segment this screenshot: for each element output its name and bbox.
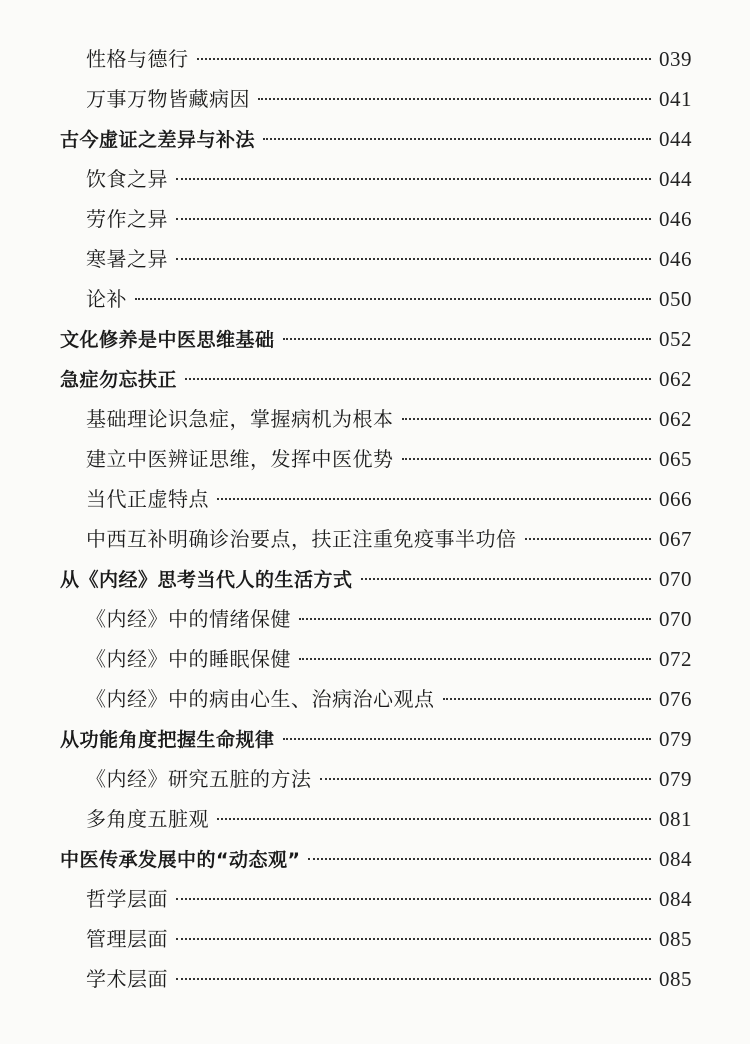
toc-entry-page: 067 <box>659 527 692 551</box>
toc-entry-title: 饮食之异 <box>86 167 168 191</box>
toc-entry <box>60 39 692 79</box>
toc-entry-title: 当代正虚特点 <box>86 487 209 511</box>
toc-entry <box>60 919 692 959</box>
dot-leader <box>185 378 651 380</box>
dot-leader <box>299 658 651 660</box>
toc-entry <box>60 639 692 679</box>
toc-entry-page: 072 <box>659 647 692 671</box>
dot-leader <box>176 178 651 180</box>
dot-leader <box>176 978 651 980</box>
toc-entry <box>60 239 692 279</box>
toc-entry-title: 多角度五脏观 <box>86 807 209 831</box>
toc-entry-title: 《内经》研究五脏的方法 <box>86 767 312 791</box>
toc-entry-page: 044 <box>659 127 692 151</box>
dot-leader <box>402 458 652 460</box>
toc-entry <box>60 519 692 559</box>
toc-section-heading <box>60 839 692 879</box>
toc-entry-page: 046 <box>659 207 692 231</box>
toc-entry-title: 哲学层面 <box>86 887 168 911</box>
dot-leader <box>217 498 651 500</box>
toc-entry-page: 085 <box>659 967 692 991</box>
toc-entry-title: 急症勿忘扶正 <box>60 369 178 391</box>
dot-leader <box>320 778 652 780</box>
toc-entry-page: 081 <box>659 807 692 831</box>
dot-leader <box>258 98 651 100</box>
table-of-contents <box>60 39 692 999</box>
toc-entry-page: 052 <box>659 327 692 351</box>
toc-entry-title: 从功能角度把握生命规律 <box>60 729 275 751</box>
dot-leader <box>217 818 651 820</box>
dot-leader <box>361 578 651 580</box>
toc-entry-page: 041 <box>659 87 692 111</box>
toc-entry <box>60 79 692 119</box>
toc-entry-title: 中医传承发展中的“动态观” <box>60 849 301 871</box>
toc-entry <box>60 199 692 239</box>
toc-entry-title: 文化修养是中医思维基础 <box>60 329 275 351</box>
dot-leader <box>176 898 651 900</box>
toc-entry-title: 建立中医辨证思维，发挥中医优势 <box>86 447 394 471</box>
toc-entry <box>60 599 692 639</box>
dot-leader <box>283 338 651 340</box>
toc-entry <box>60 679 692 719</box>
dot-leader <box>176 938 651 940</box>
toc-entry-title: 寒暑之异 <box>86 247 168 271</box>
dot-leader <box>263 138 651 140</box>
dot-leader <box>135 298 651 300</box>
toc-entry-page: 084 <box>659 847 692 871</box>
toc-entry <box>60 159 692 199</box>
toc-entry-title: 管理层面 <box>86 927 168 951</box>
toc-section-heading <box>60 319 692 359</box>
toc-entry-page: 050 <box>659 287 692 311</box>
dot-leader <box>176 218 651 220</box>
dot-leader <box>299 618 651 620</box>
toc-entry-title: 《内经》中的病由心生、治病治心观点 <box>86 687 435 711</box>
toc-entry-title: 论补 <box>86 287 127 311</box>
toc-entry-page: 065 <box>659 447 692 471</box>
toc-entry-page: 039 <box>659 47 692 71</box>
dot-leader <box>176 258 651 260</box>
toc-entry-page: 062 <box>659 407 692 431</box>
toc-entry-title: 万事万物皆藏病因 <box>86 87 250 111</box>
toc-section-heading <box>60 119 692 159</box>
toc-entry <box>60 959 692 999</box>
toc-entry-page: 085 <box>659 927 692 951</box>
dot-leader <box>197 58 652 60</box>
dot-leader <box>525 538 652 540</box>
dot-leader <box>283 738 651 740</box>
toc-entry-title: 学术层面 <box>86 967 168 991</box>
toc-section-heading <box>60 359 692 399</box>
dot-leader <box>443 698 652 700</box>
dot-leader <box>402 418 652 420</box>
toc-entry-title: 《内经》中的情绪保健 <box>86 607 291 631</box>
toc-entry-page: 066 <box>659 487 692 511</box>
toc-entry-title: 古今虚证之差异与补法 <box>60 129 256 151</box>
toc-entry <box>60 279 692 319</box>
toc-entry-page: 044 <box>659 167 692 191</box>
toc-section-heading <box>60 719 692 759</box>
toc-entry-title: 中西互补明确诊治要点，扶正注重免疫事半功倍 <box>86 527 517 551</box>
toc-entry <box>60 439 692 479</box>
toc-entry <box>60 879 692 919</box>
toc-entry <box>60 799 692 839</box>
dot-leader <box>308 858 651 860</box>
toc-entry-page: 084 <box>659 887 692 911</box>
toc-entry-title: 《内经》中的睡眠保健 <box>86 647 291 671</box>
toc-entry <box>60 399 692 439</box>
toc-entry-title: 从《内经》思考当代人的生活方式 <box>60 569 353 591</box>
toc-entry-page: 062 <box>659 367 692 391</box>
toc-entry-page: 079 <box>659 767 692 791</box>
toc-entry-title: 劳作之异 <box>86 207 168 231</box>
toc-entry-page: 070 <box>659 567 692 591</box>
toc-entry <box>60 479 692 519</box>
toc-entry-title: 基础理论识急症，掌握病机为根本 <box>86 407 394 431</box>
toc-entry-page: 046 <box>659 247 692 271</box>
toc-entry-page: 070 <box>659 607 692 631</box>
toc-entry-title: 性格与德行 <box>86 47 189 71</box>
toc-entry-page: 076 <box>659 687 692 711</box>
toc-entry <box>60 759 692 799</box>
toc-section-heading <box>60 559 692 599</box>
toc-entry-page: 079 <box>659 727 692 751</box>
